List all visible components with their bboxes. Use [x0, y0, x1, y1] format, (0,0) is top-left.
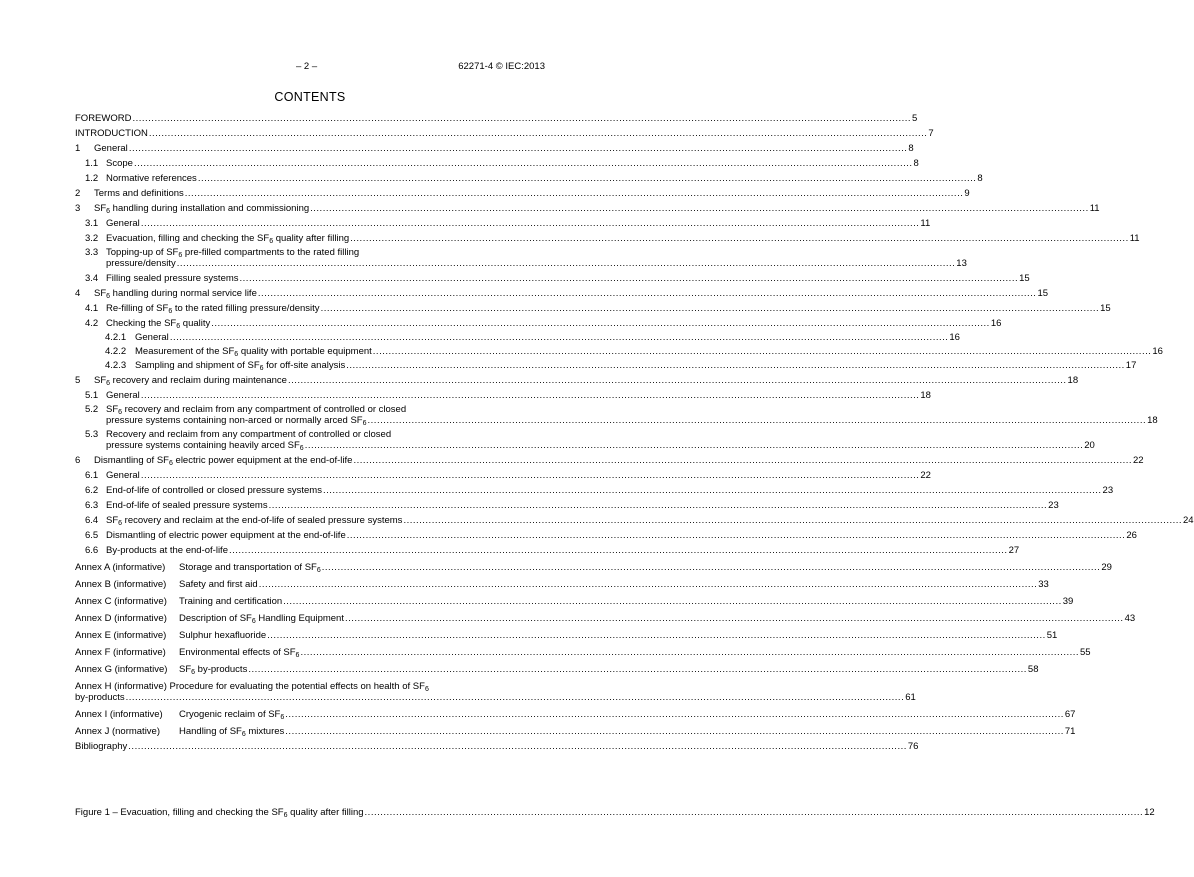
dot-leader: [345, 613, 1124, 624]
toc-text: $SF_6$ handling during installation and commissioning: [94, 203, 310, 215]
toc-page: 22: [1133, 455, 1144, 466]
toc-page: 33: [1038, 579, 1049, 590]
dot-leader: [128, 741, 907, 752]
toc-text-line1: Topping-up of $SF_6$ pre-filled compartments to the rated filling: [106, 247, 360, 259]
toc-entry[interactable]: [75, 375, 1079, 387]
dot-leader: [129, 143, 908, 154]
toc-number: 2: [75, 188, 81, 199]
toc-entry[interactable]: [75, 173, 983, 184]
toc-entry[interactable]: [75, 664, 1039, 676]
toc-entry[interactable]: [75, 360, 1137, 372]
dot-leader: [350, 233, 1129, 244]
list-of-figures: [75, 807, 1155, 819]
toc-page: 8: [913, 158, 919, 169]
toc-page: 11: [1089, 203, 1100, 214]
toc-text: Dismantling of electric power equipment at the end-of-life: [106, 530, 346, 541]
toc-entry[interactable]: [75, 273, 1030, 284]
toc-entry[interactable]: [75, 709, 1076, 721]
toc-page: 71: [1064, 726, 1076, 737]
toc-entry[interactable]: [75, 630, 1058, 641]
toc-text: Cryogenic reclaim of $SF_6$: [179, 709, 285, 721]
dot-leader: [248, 664, 1027, 675]
subscript: 6: [362, 419, 367, 427]
dot-leader: [285, 726, 1064, 737]
dot-leader: [322, 562, 1101, 573]
toc-text: General: [94, 143, 128, 154]
toc-entry[interactable]: [75, 681, 916, 703]
dot-leader: [134, 158, 913, 169]
subscript: 6: [118, 520, 123, 527]
toc-text: End-of-life of sealed pressure systems: [106, 500, 268, 511]
toc-number: 6.5: [85, 530, 99, 541]
toc-number: 4.2.1: [105, 332, 127, 343]
dot-leader: [353, 455, 1132, 466]
subscript: 6: [178, 252, 183, 259]
toc-entry[interactable]: [75, 545, 1020, 556]
toc-number: 4.1: [85, 303, 99, 314]
subscript: 6: [234, 351, 239, 358]
toc-page: 8: [977, 173, 983, 184]
dot-leader: [321, 303, 1100, 314]
toc-entry[interactable]: [75, 613, 1136, 625]
toc-text: Training and certification: [179, 596, 283, 607]
toc-number: 1.2: [85, 173, 99, 184]
toc-page: 8: [908, 143, 914, 154]
subscript: 6: [259, 365, 264, 372]
dot-leader: [198, 173, 977, 184]
toc-number: 6.1: [85, 470, 99, 481]
toc-number: 3.1: [85, 218, 99, 229]
toc-text: $SF_6$ handling during normal service life: [94, 288, 257, 300]
toc-page: 16: [949, 332, 960, 343]
toc-entry[interactable]: [75, 515, 1194, 527]
toc-text: By-products at the end-of-life: [106, 545, 228, 556]
toc-page: 24: [1183, 515, 1194, 526]
toc-text: FOREWORD: [75, 113, 132, 124]
toc-page: 58: [1027, 664, 1039, 675]
subscript: 6: [280, 714, 285, 721]
toc-text: Description of $SF_6$ Handling Equipment: [179, 613, 344, 625]
toc-entry[interactable]: [75, 485, 1114, 496]
subscript: 6: [106, 208, 111, 215]
toc-text: General: [106, 218, 140, 229]
subscript: 6: [118, 409, 123, 416]
subscript: 6: [106, 293, 111, 300]
toc-entry[interactable]: [75, 455, 1144, 467]
toc-number: 1.1: [85, 158, 99, 169]
dot-leader: [141, 470, 920, 481]
toc-number: 3.2: [85, 233, 99, 244]
toc-text: $SF_6$ recovery and reclaim at the end-of-life of sealed pressure systems: [106, 515, 403, 527]
dot-leader: [346, 360, 1125, 371]
subscript: 6: [168, 308, 173, 315]
toc-text: $SF_6$ by-products: [179, 664, 248, 676]
toc-text: pressure/density: [106, 257, 176, 269]
dot-leader: [126, 692, 905, 703]
toc-text: by-products: [75, 692, 125, 703]
toc-number: 1: [75, 143, 81, 154]
dot-leader: [403, 515, 1182, 526]
toc-text: Scope: [106, 158, 133, 169]
toc-number: 5.2: [85, 404, 99, 415]
toc-number: 4: [75, 288, 81, 299]
toc-entry[interactable]: [75, 530, 1137, 541]
toc-entry[interactable]: [75, 741, 919, 752]
toc-entry[interactable]: [75, 113, 918, 124]
dot-leader: [229, 545, 1008, 556]
toc-entry[interactable]: [75, 332, 960, 343]
toc-page: 67: [1064, 709, 1076, 720]
toc-text: Filling sealed pressure systems: [106, 273, 239, 284]
toc-page: 13: [956, 257, 967, 269]
dot-leader: [141, 390, 920, 401]
toc-number: 4.2: [85, 318, 99, 329]
dot-leader: [365, 807, 1144, 818]
toc-text: Safety and first aid: [179, 579, 258, 590]
toc-text: pressure systems containing heavily arced $SF_6$: [106, 439, 304, 452]
toc-number: Annex B (informative): [75, 579, 167, 590]
toc-page: 39: [1062, 596, 1074, 607]
toc-number: Annex C (informative): [75, 596, 167, 607]
dot-leader: [288, 375, 1067, 386]
toc-entry[interactable]: [75, 247, 967, 269]
toc-entry[interactable]: [75, 128, 934, 139]
dot-leader: [323, 485, 1102, 496]
figure-entry[interactable]: [75, 807, 1155, 819]
toc-number: 5.3: [85, 429, 99, 440]
toc-page: 11: [1129, 233, 1140, 244]
toc-number: 6.2: [85, 485, 99, 496]
table-of-contents: [75, 113, 1194, 752]
toc-page: 16: [990, 318, 1002, 329]
toc-number: 6.3: [85, 500, 99, 511]
toc-entry[interactable]: [75, 404, 1158, 427]
dot-leader: [373, 346, 1152, 357]
page-title: CONTENTS: [274, 90, 346, 104]
toc-page: 61: [905, 692, 916, 703]
dot-leader: [368, 416, 1147, 427]
toc-entry[interactable]: [75, 390, 931, 401]
toc-entry[interactable]: [75, 143, 914, 154]
toc-text: INTRODUCTION: [75, 128, 148, 139]
toc-entry[interactable]: [75, 203, 1100, 215]
dot-leader: [141, 218, 920, 229]
toc-number: 6.4: [85, 515, 99, 526]
toc-text-line1: $SF_6$ recovery and reclaim from any compartment of controlled or closed: [106, 404, 407, 416]
toc-page: 23: [1102, 485, 1114, 496]
toc-page: 55: [1080, 647, 1091, 658]
dot-leader: [240, 273, 1019, 284]
toc-page: 29: [1101, 562, 1112, 573]
subscript: 6: [424, 686, 429, 693]
toc-page: 16: [1152, 346, 1163, 357]
figure-title: Figure 1 – Evacuation, filling and checking the $SF_6$ quality after filling: [75, 807, 364, 819]
toc-entry[interactable]: [75, 726, 1076, 738]
dot-leader: [269, 500, 1048, 511]
toc-page: 18: [1147, 414, 1158, 426]
dot-leader: [305, 441, 1084, 452]
toc-text: General: [106, 390, 140, 401]
toc-page: 18: [1067, 375, 1079, 386]
toc-page: 22: [920, 470, 931, 481]
toc-text: pressure systems containing non-arced or normally arced $SF_6$: [106, 414, 367, 427]
toc-entry[interactable]: [75, 647, 1091, 659]
toc-text: Evacuation, filling and checking the $SF_6$ quality after filling: [106, 233, 350, 245]
toc-page: 7: [928, 128, 934, 139]
toc-page: 18: [920, 390, 931, 401]
toc-number: 4.2.2: [105, 346, 127, 357]
toc-number: 4.2.3: [105, 360, 127, 371]
toc-number: Annex E (informative): [75, 630, 167, 641]
dot-leader: [285, 709, 1064, 720]
subscript: 6: [295, 652, 300, 659]
dot-leader: [300, 647, 1079, 658]
subscript: 6: [168, 460, 173, 467]
toc-page: 51: [1046, 630, 1058, 641]
dot-leader: [283, 596, 1062, 607]
toc-entry[interactable]: [75, 158, 919, 169]
toc-text: Dismantling of $SF_6$ electric power equipment at the end-of-life: [94, 455, 353, 467]
toc-text: Normative references: [106, 173, 197, 184]
toc-entry[interactable]: [75, 596, 1074, 607]
toc-text: Storage and transportation of $SF_6$: [179, 562, 321, 574]
subscript: 6: [191, 669, 196, 676]
toc-page: 11: [920, 218, 931, 229]
toc-page: 76: [907, 741, 919, 752]
toc-text: $SF_6$ recovery and reclaim during maintenance: [94, 375, 287, 387]
toc-number: 3.4: [85, 273, 99, 284]
toc-entry[interactable]: [75, 429, 1095, 452]
dot-leader: [259, 579, 1038, 590]
toc-number: 3: [75, 203, 81, 214]
dot-leader: [258, 288, 1037, 299]
subscript: 6: [176, 323, 181, 330]
toc-text: Measurement of the $SF_6$ quality with portable equipment: [135, 346, 372, 358]
toc-number: Annex J (normative): [75, 726, 161, 737]
toc-text: Sulphur hexafluoride: [179, 630, 267, 641]
subscript: 6: [251, 618, 256, 625]
subscript: 6: [106, 380, 111, 387]
subscript: 6: [269, 238, 274, 245]
dot-leader: [347, 530, 1126, 541]
toc-text: Handling of $SF_6$ mixtures: [179, 726, 285, 738]
toc-entry[interactable]: [75, 579, 1049, 590]
toc-number: 5.1: [85, 390, 99, 401]
toc-page: 23: [1048, 500, 1059, 511]
toc-page: 15: [1037, 288, 1049, 299]
toc-text: General: [106, 470, 140, 481]
toc-entry[interactable]: [75, 470, 931, 481]
toc-entry[interactable]: [75, 233, 1140, 245]
toc-page: 17: [1125, 360, 1137, 371]
toc-text: Terms and definitions: [94, 188, 184, 199]
dot-leader: [211, 318, 990, 329]
subscript: 6: [299, 444, 304, 452]
page-number: – 2 –: [296, 61, 318, 72]
toc-page: 15: [1019, 273, 1030, 284]
dot-leader: [310, 203, 1089, 214]
toc-entry[interactable]: [75, 218, 931, 229]
toc-page: 9: [964, 188, 970, 199]
dot-leader: [185, 188, 964, 199]
toc-entry[interactable]: [75, 500, 1059, 511]
toc-text: Checking the $SF_6$ quality: [106, 318, 211, 330]
toc-number: Annex F (informative): [75, 647, 166, 658]
toc-text: Bibliography: [75, 741, 128, 752]
figure-page: 12: [1144, 807, 1155, 818]
toc-text-line1: Annex H (informative) Procedure for evaluating the potential effects on health of $SF_6$: [75, 681, 429, 693]
toc-entry[interactable]: [75, 188, 970, 199]
dot-leader: [267, 630, 1046, 641]
dot-leader: [177, 259, 956, 270]
toc-entry[interactable]: [75, 288, 1049, 300]
toc-text-line1: Recovery and reclaim from any compartment of controlled or closed: [106, 429, 392, 440]
dot-leader: [170, 332, 949, 343]
toc-number: 6.6: [85, 545, 99, 556]
toc-entry[interactable]: [75, 562, 1112, 574]
toc-number: Annex I (informative): [75, 709, 163, 720]
dot-leader: [132, 113, 911, 124]
toc-entry[interactable]: [75, 303, 1111, 315]
toc-number: 5: [75, 375, 81, 386]
toc-page: 20: [1084, 439, 1095, 451]
toc-number: Annex G (informative): [75, 664, 168, 675]
subscript: 6: [316, 567, 321, 574]
toc-page: 43: [1124, 613, 1136, 624]
toc-text: Re-filling of $SF_6$ to the rated filling pressure/density: [106, 303, 320, 315]
toc-page: 15: [1100, 303, 1111, 314]
standard-reference: 62271-4 © IEC:2013: [458, 61, 545, 72]
subscript: 6: [241, 731, 246, 738]
toc-text: Environmental effects of $SF_6$: [179, 647, 300, 659]
toc-number: Annex A (informative): [75, 562, 166, 573]
toc-number: 6: [75, 455, 81, 466]
toc-entry[interactable]: [75, 318, 1002, 330]
toc-page: 5: [912, 113, 918, 124]
toc-text: Sampling and shipment of $SF_6$ for off-site analysis: [135, 360, 346, 372]
toc-text: End-of-life of controlled or closed pressure systems: [106, 485, 322, 496]
toc-number: 3.3: [85, 247, 99, 258]
toc-number: Annex D (informative): [75, 613, 167, 624]
toc-page: 26: [1126, 530, 1137, 541]
dot-leader: [149, 128, 928, 139]
toc-page: 27: [1008, 545, 1020, 556]
toc-text: General: [135, 332, 169, 343]
toc-entry[interactable]: [75, 346, 1163, 358]
